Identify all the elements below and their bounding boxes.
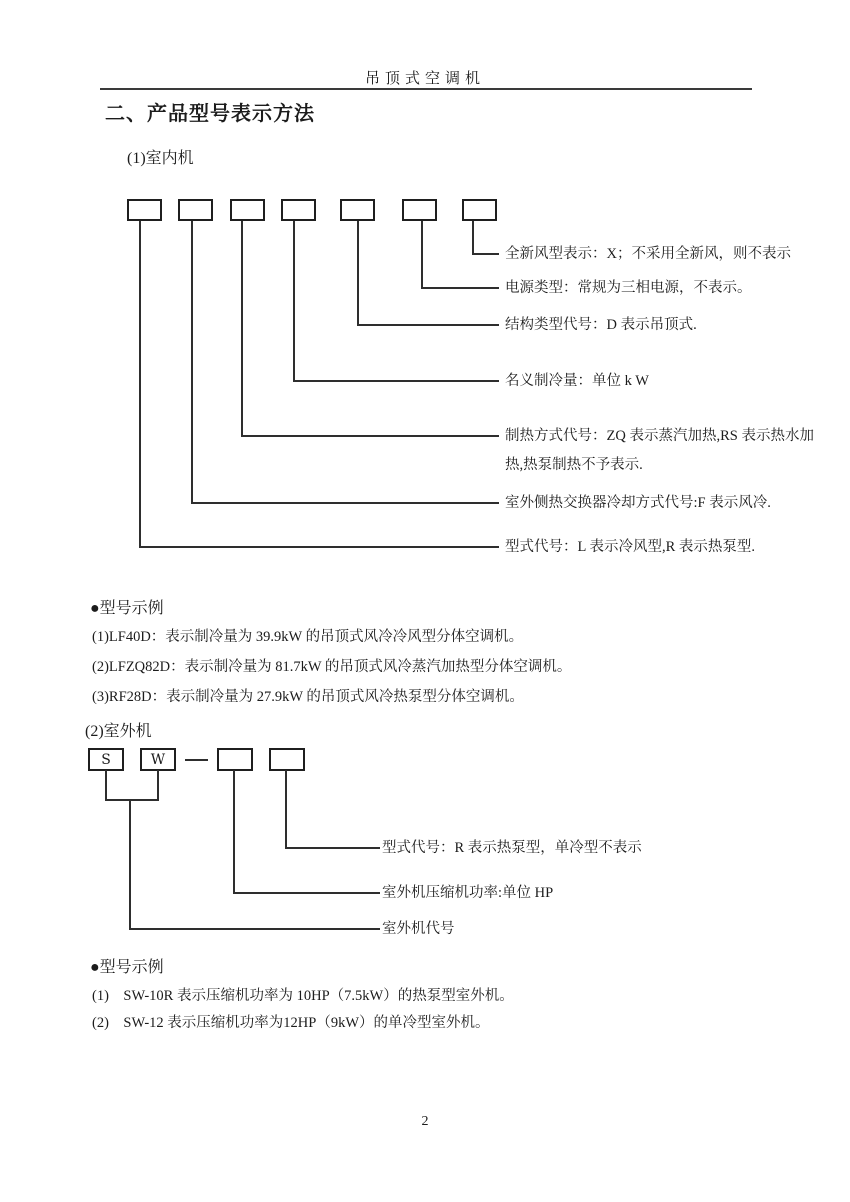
connector-line (241, 221, 243, 437)
connector-line (157, 770, 159, 801)
diagram-label-heat-exchanger: 室外侧热交换器冷却方式代号:F 表示风冷. (505, 495, 771, 511)
indoor-section-label: (1)室内机 (127, 150, 194, 167)
indoor-code-box-5 (340, 199, 375, 221)
connector-line (421, 287, 499, 289)
section-title: 二、产品型号表示方法 (105, 103, 315, 125)
connector-line (472, 253, 499, 255)
diagram-label-structure-type: 结构类型代号：D 表示吊顶式. (505, 317, 697, 333)
connector-line (191, 221, 193, 504)
connector-line (472, 221, 474, 255)
indoor-code-box-2 (178, 199, 213, 221)
indoor-code-box-1 (127, 199, 162, 221)
outdoor-code-box-4 (269, 748, 305, 771)
connector-line (191, 502, 499, 504)
connector-line (357, 221, 359, 326)
diagram-label-compressor-power: 室外机压缩机功率:单位 HP (382, 885, 554, 901)
connector-line (293, 221, 295, 382)
connector-line (233, 770, 235, 894)
indoor-code-box-7 (462, 199, 497, 221)
connector-line (357, 324, 499, 326)
page-number: 2 (421, 1114, 429, 1129)
diagram-label-model-type: 型式代号：L 表示冷风型,R 表示热泵型. (505, 539, 755, 555)
diagram-label-cooling-capacity: 名义制冷量：单位 k W (505, 373, 649, 389)
diagram-label-outdoor-code: 室外机代号 (382, 921, 455, 937)
connector-line (105, 770, 107, 801)
outdoor-examples-heading: ●型号示例 (90, 959, 164, 976)
indoor-example-1: (1)LF40D：表示制冷量为 39.9kW 的吊顶式风冷冷风型分体空调机。 (92, 629, 524, 645)
connector-line (139, 546, 499, 548)
indoor-code-box-6 (402, 199, 437, 221)
connector-line (285, 770, 287, 849)
indoor-code-box-3 (230, 199, 265, 221)
indoor-example-2: (2)LFZQ82D：表示制冷量为 81.7kW 的吊顶式风冷蒸汽加热型分体空调机。 (92, 659, 572, 675)
connector-line (105, 799, 159, 801)
diagram-label-fresh-air: 全新风型表示：X；不采用全新风，则不表示 (505, 246, 791, 262)
connector-line (139, 221, 141, 548)
outdoor-section-label: (2)室外机 (85, 723, 152, 740)
connector-line (421, 221, 423, 289)
outdoor-example-2: (2) SW-12 表示压缩机功率为12HP（9kW）的单冷型室外机。 (92, 1015, 490, 1031)
header-rule (100, 88, 752, 90)
connector-line (241, 435, 499, 437)
document-header-title: 吊顶式空调机 (364, 71, 485, 87)
outdoor-example-1: (1) SW-10R 表示压缩机功率为 10HP（7.5kW）的热泵型室外机。 (92, 988, 514, 1004)
outdoor-code-box-s: S (88, 748, 124, 771)
connector-line (129, 799, 131, 930)
connector-line (129, 928, 380, 930)
diagram-label-outdoor-type: 型式代号：R 表示热泵型，单冷型不表示 (382, 840, 642, 856)
dash-separator (185, 759, 208, 761)
connector-line (233, 892, 380, 894)
connector-line (293, 380, 499, 382)
indoor-example-3: (3)RF28D：表示制冷量为 27.9kW 的吊顶式风冷热泵型分体空调机。 (92, 689, 524, 705)
connector-line (285, 847, 380, 849)
indoor-examples-heading: ●型号示例 (90, 600, 164, 617)
outdoor-code-box-3 (217, 748, 253, 771)
outdoor-code-box-w: W (140, 748, 176, 771)
diagram-label-heating-mode: 制热方式代号：ZQ 表示蒸汽加热,RS 表示热水加热,热泵制热不予表示. (505, 428, 814, 473)
indoor-code-box-4 (281, 199, 316, 221)
diagram-label-power-type: 电源类型：常规为三相电源，不表示。 (505, 280, 752, 296)
